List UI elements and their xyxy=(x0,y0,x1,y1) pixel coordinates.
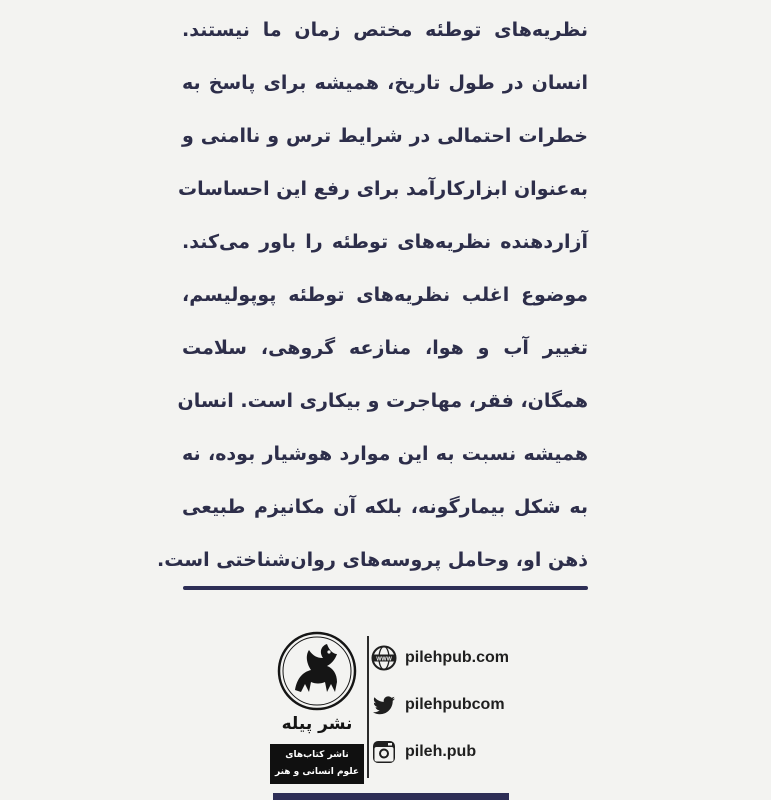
twitter-bird-icon xyxy=(371,692,397,718)
contact-twitter[interactable] xyxy=(371,690,505,720)
text-line: ذهن او، وحامل پروسه‌های روان‌شناختی است. xyxy=(157,549,588,571)
text-line: همیشه نسبت به این موارد هوشیار بوده، نه xyxy=(182,443,588,465)
logo-separator xyxy=(367,636,369,778)
twitter-handle[interactable]: pilehpubcom xyxy=(405,696,505,713)
instagram-camera-icon xyxy=(371,739,397,765)
text-line: موضوع اغلب نظریه‌های توطئه پوپولیسم، xyxy=(182,284,588,306)
publisher-tagline-line1: ناشر کتاب‌های xyxy=(285,750,349,760)
www-globe-icon xyxy=(371,645,397,671)
publisher-name: نشر پیله xyxy=(281,714,353,734)
body-text xyxy=(157,10,588,593)
text-line: تغییر آب و هوا، منازعه گروهی، سلامت xyxy=(182,337,588,359)
text-line: نظریه‌های توطئه مختص زمان ما نیستند. xyxy=(182,19,588,41)
website-link[interactable]: pilehpub.com xyxy=(405,649,509,666)
instagram-handle[interactable]: pileh.pub xyxy=(405,743,477,760)
divider xyxy=(183,586,588,590)
publisher-tagline-line2: علوم انسانی و هنر xyxy=(274,767,360,777)
text-line: به‌عنوان ابزارکارآمد برای رفع این احساسات xyxy=(178,178,588,200)
svg-text:WWW: WWW xyxy=(376,656,392,663)
winged-lion-emblem-icon xyxy=(277,630,357,712)
bottom-accent-bar xyxy=(273,793,509,800)
text-line: همگان، فقر، مهاجرت و بیکاری است. انسان xyxy=(177,390,588,412)
text-line: آزاردهنده نظریه‌های توطئه را باور می‌کند. xyxy=(182,231,588,253)
publisher-logo xyxy=(268,630,366,785)
contact-instagram[interactable] xyxy=(371,737,476,767)
contact-website[interactable] xyxy=(371,643,509,673)
text-line: انسان در طول تاریخ، همیشه برای پاسخ به xyxy=(182,72,588,94)
text-line: به شکل بیمارگونه، بلکه آن مکانیزم طبیعی xyxy=(182,496,588,518)
text-line: خطرات احتمالی در شرایط ترس و ناامنی و xyxy=(182,125,588,147)
